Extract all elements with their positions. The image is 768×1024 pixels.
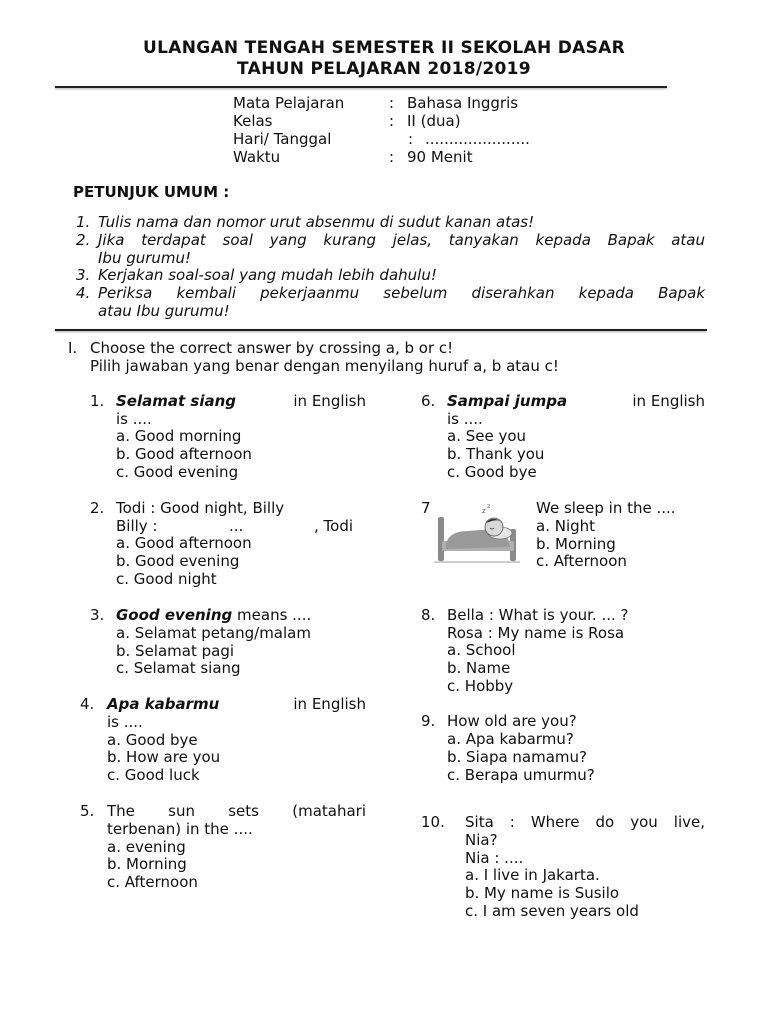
option-c[interactable]: c. Afternoon (107, 873, 198, 891)
question-dialog-line-1: Bella : What is your. ... ? (447, 606, 629, 624)
info-value-date: ...................... (425, 130, 530, 148)
option-c[interactable]: c. Good night (116, 570, 217, 588)
question-text-rest: means .... (237, 606, 312, 624)
option-a[interactable]: a. Selamat petang/malam (116, 624, 311, 642)
info-sep-subject: : (389, 94, 395, 112)
question-dialog-line-1: Todi : Good night, Billy (116, 499, 285, 517)
question-keyword: Apa kabarmu (107, 695, 220, 713)
option-c[interactable]: c. Hobby (447, 677, 514, 695)
section-number: I. (68, 339, 78, 357)
option-c[interactable]: c. Good bye (447, 463, 537, 481)
option-a[interactable]: a. evening (107, 838, 186, 856)
option-a[interactable]: a. Good morning (116, 427, 242, 445)
instruction-num: 3. (76, 266, 91, 284)
info-label-time: Waktu (233, 148, 281, 166)
option-a[interactable]: a. School (447, 641, 516, 659)
instructions-divider (55, 329, 707, 331)
question-keyword: Sampai jumpa (447, 392, 568, 410)
option-c[interactable]: c. Afternoon (536, 552, 627, 570)
instruction-text: Jika terdapat soal yang kurang jelas, tanyakan kepada Bapak atau (98, 231, 705, 249)
question-blank: ... (229, 517, 244, 535)
question-number: 8. (421, 606, 436, 624)
option-b[interactable]: b. Name (447, 659, 511, 677)
question-text (447, 392, 705, 410)
svg-text:z: z (482, 507, 486, 515)
option-b[interactable]: b. Good evening (116, 552, 240, 570)
instruction-num: 2. (76, 231, 91, 249)
title-line-1: ULANGAN TENGAH SEMESTER II SEKOLAH DASAR (143, 38, 625, 58)
question-keyword: Good evening (116, 606, 233, 624)
instruction-num: 4. (76, 284, 91, 302)
question-text-cont: is .... (116, 410, 152, 428)
question-number: 5. (80, 802, 95, 820)
option-a[interactable]: a. I live in Jakarta. (465, 866, 600, 884)
info-label-date: Hari/ Tanggal (233, 130, 332, 148)
question-dialog-line-2: Nia : .... (465, 849, 524, 867)
option-b[interactable]: b. My name is Susilo (465, 884, 620, 902)
question-dialog-speaker: Billy : (116, 517, 158, 535)
question-dialog-end: , Todi (314, 517, 354, 535)
question-text: How old are you? (447, 712, 577, 730)
instruction-num: 1. (76, 213, 91, 231)
info-label-class: Kelas (233, 112, 273, 130)
option-c[interactable]: c. I am seven years old (465, 902, 639, 920)
info-sep-class: : (389, 112, 395, 130)
question-dialog-line-2: Rosa : My name is Rosa (447, 624, 625, 642)
instructions-heading: PETUNJUK UMUM : (73, 183, 230, 201)
title-line-2: TAHUN PELAJARAN 2018/2019 (237, 59, 531, 79)
question-text-cont: terbenan) in the .... (107, 820, 253, 838)
info-value-subject: Bahasa Inggris (407, 94, 519, 112)
header-divider (55, 86, 667, 88)
question-dialog-line-1-cont: Nia? (465, 831, 498, 849)
instruction-text: Periksa kembali pekerjaanmu sebelum diserahkan kepada Bapak (98, 284, 705, 302)
option-b[interactable]: b. Thank you (447, 445, 545, 463)
question-number: 7 (421, 499, 431, 517)
question-number: 9. (421, 712, 436, 730)
option-c[interactable]: c. Selamat siang (116, 659, 241, 677)
info-label-subject: Mata Pelajaran (233, 94, 345, 112)
instruction-text-cont: Ibu gurumu! (98, 249, 192, 267)
question-text (107, 695, 366, 713)
sleeping-child-icon (434, 495, 520, 575)
info-sep-date: : (408, 130, 414, 148)
question-text-rest: in English (632, 392, 705, 410)
question-text: We sleep in the .... (536, 499, 676, 517)
question-number: 10. (421, 813, 445, 831)
option-a[interactable]: a. Good afternoon (116, 534, 252, 552)
option-b[interactable]: b. Selamat pagi (116, 642, 235, 660)
option-a[interactable]: a. See you (447, 427, 527, 445)
question-dialog-line-1: Sita : Where do you live, (465, 813, 705, 831)
question-number: 3. (90, 606, 105, 624)
instruction-text-cont: atau Ibu gurumu! (98, 302, 230, 320)
instruction-text: Tulis nama dan nomor urut absenmu di sudut kanan atas! (98, 213, 535, 231)
option-b[interactable]: b. Good afternoon (116, 445, 252, 463)
question-number: 1. (90, 392, 105, 410)
instruction-text: Kerjakan soal-soal yang mudah lebih dahulu! (98, 266, 437, 284)
option-a[interactable]: a. Apa kabarmu? (447, 730, 574, 748)
question-text-rest: in English (293, 695, 366, 713)
option-c[interactable]: c. Berapa umurmu? (447, 766, 595, 784)
option-c[interactable]: c. Good luck (107, 766, 200, 784)
question-text: The sun sets (matahari (107, 802, 366, 820)
option-b[interactable]: b. How are you (107, 748, 221, 766)
question-text-cont: is .... (107, 713, 143, 731)
question-number: 6. (421, 392, 436, 410)
question-keyword: Selamat siang (116, 392, 236, 410)
section-instruction-id: Pilih jawaban yang benar dengan menyilang huruf a, b atau c! (90, 357, 559, 375)
info-value-class: II (dua) (407, 112, 461, 130)
option-a[interactable]: a. Night (536, 517, 596, 535)
option-b[interactable]: b. Siapa namamu? (447, 748, 588, 766)
section-instruction-en: Choose the correct answer by crossing a, b or c! (90, 339, 454, 357)
option-b[interactable]: b. Morning (536, 535, 616, 553)
question-text (116, 606, 311, 624)
question-number: 4. (80, 695, 95, 713)
question-number: 2. (90, 499, 105, 517)
option-b[interactable]: b. Morning (107, 855, 187, 873)
info-sep-time: : (389, 148, 395, 166)
question-text-cont: is .... (447, 410, 483, 428)
svg-text:z: z (487, 503, 491, 510)
question-text (116, 392, 366, 410)
info-value-time: 90 Menit (407, 148, 473, 166)
option-c[interactable]: c. Good evening (116, 463, 239, 481)
question-text-rest: in English (293, 392, 366, 410)
option-a[interactable]: a. Good bye (107, 731, 198, 749)
